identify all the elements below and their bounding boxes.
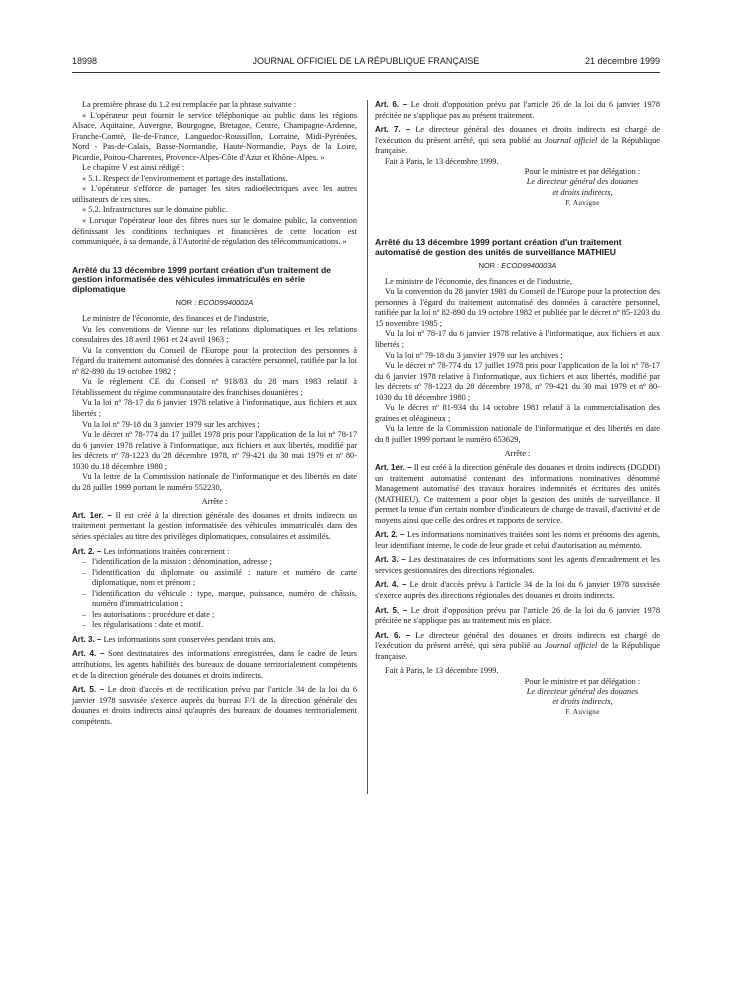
visa: Vu le règlement CE du Conseil nº 918/83 du 28 mars 1983 relatif à l'établissement du régime communautaire des franchises douanières ; [72,377,357,397]
visa: Vu la loi nº 78-17 du 6 janvier 1978 relative à l'informatique, aux fichiers et aux libertés ; [72,398,357,418]
nor-reference [375,260,660,271]
article [375,100,660,121]
article-label: Art. 3. – [375,555,406,565]
nor-reference [72,297,357,308]
visa: Vu la loi nº 79-18 du 3 janvier 1979 sur les archives ; [385,350,563,360]
signature-block [375,167,660,208]
column-divider [367,100,368,794]
arrete-title: Arrêté du 13 décembre 1999 portant création d'un traitement de gestion informatisée des véhicules immatriculés en série diplomatique [72,264,331,295]
article-text: de la République française. [375,641,660,661]
visa: Vu le décret nº 78-774 du 17 juillet 1978 pris pour l'application de la loi nº 78-17 du 6 janvier 1978 relative à l'informatique, aux fichiers et aux libertés, modifié par les décrets nº 78-1223 du 28 décembre 1978, nº 79-421 du 30 mai 1979 et nº 80-1030 du 18 décembre 1980 ; [375,361,660,402]
paragraph: La première phrase du 1.2 est remplacée par la phrase suivante : [82,100,297,109]
list-item: – l'identification du diplomate ou assimilé : nature et numéro de carte diplomatique, nom et prénom ; [82,568,357,589]
signature-line: Pour le ministre et par délégation : [524,676,641,686]
fait-line: Fait à Paris, le 13 décembre 1999. [385,666,499,676]
paragraph: « Lorsque l'opérateur loue des fibres nues sur le domaine public, la convention définissant les conditions techniques et financières de cette location est communiquée, à sa demande, à l'Autorité de régulation des télécommunications. » [72,216,357,247]
signatory-name: F. Auvigne [565,708,600,717]
issue-date: 21 décembre 1999 [584,56,660,66]
arrete-heading: Arrête : [504,449,531,459]
visa: Vu la convention du 28 janvier 1981 du Conseil de l'Europe pour la protection des personnes à l'égard du traitement automatisé des données à caractère personnel, ratifiée par la loi nº 82-890 du 19 octobre 1982 et publiée par le décret nº 85-1203 du 15 novembre 1985 ; [375,287,660,328]
page-header [72,56,660,70]
visa: Vu le décret nº 78-774 du 17 juillet 1978 pris pour l'application de la loi nº 78-17 du 6 janvier 1978 relative à l'informatique, aux fichiers et aux libertés, modifié par les décrets nº 78-1223 du 28 décembre 1978, nº 79-421 du 30 mai 1979 et nº 80-1030 du 18 décembre 1980 ; [72,430,357,471]
arrete-title: Arrêté du 13 décembre 1999 portant création d'un traitement automatisé de gestion des unités de surveillance MATHIEU [375,237,622,257]
article [375,463,660,526]
visa: Vu la loi nº 78-17 du 6 janvier 1978 relative à l'informatique, aux fichiers et aux libertés ; [375,329,660,349]
journal-name: Journal officiel [544,135,598,145]
journal-title: JOURNAL OFFICIEL DE LA RÉPUBLIQUE FRANÇAISE [252,56,480,66]
signature-line: Le directeur général des douanes [526,687,639,697]
article-text: Le directeur général des douanes et droits indirects est chargé de l'exécution du présent arrêté, qui sera publié au [375,630,660,651]
nor-label: NOR : [175,298,197,308]
article-label: Art. 4. – [375,580,407,590]
article-text: Les informations nominatives traitées sont les noms et prénoms des agents, leur identifiant interne, le code de leur grade et celui d'autorisation au mémento. [375,530,661,550]
list-item: – les régularisations : date et motif. [82,620,357,631]
article [375,606,660,627]
paragraph: Le chapitre V est ainsi rédigé : [82,163,185,173]
article-label: Art. 3. – [72,634,102,644]
list-item: – les autorisations : procédure et date ; [82,610,357,621]
signature-line: Pour le ministre et par délégation : [524,167,641,177]
signature-line: et droits indirects, [552,697,613,707]
visa: Vu le décret nº 81-934 du 14 octobre 1981 relatif à la commercialisation des graines et oléagineux ; [375,403,660,423]
visa: Le ministre de l'économie, des finances et de l'industrie, [82,314,269,324]
article-text: Il est créé à la direction générale des douanes et droits indirects un traitement permettant la gestion informatisée des véhicules immatriculés dans des séries spéciales au titre des privilèges diplomatiques, consulaires et assimilés. [72,510,357,541]
paragraph: « 5.1. Respect de l'environnement et partage des installations. [82,173,288,183]
article-label: Art. 6. – [375,100,408,109]
article [72,685,357,727]
article-text: Le droit d'accès et de rectification prévu par l'article 34 de la loi du 6 janvier 1978 susvisée s'exerce auprès du bureau F/1 de la direction générale des douanes et droits indirects ainsi qu'auprès des bureaux de douanes territorialement compétents. [72,685,357,726]
left-column [72,100,357,727]
article-label: Art. 7. – [375,125,411,135]
article-label: Art. 5. – [72,685,105,695]
header-rule [72,72,660,73]
journal-name: Journal officiel [544,641,598,651]
article-list [72,557,357,631]
article-text: Sont destinataires des informations enregistrées, dans le cadre de leurs attributions, les agents habilités des bureaux de douane territorialement compétents et de la direction générale des douanes et droits indirects. [72,649,357,680]
article-text: de la République française. [375,135,660,156]
article [375,530,660,551]
list-item: – l'identification du véhicule : type, marque, puissance, numéro de châssis, numéro d'immatriculation ; [82,589,357,610]
article-text: Le droit d'opposition prévu par l'article 26 de la loi du 6 janvier 1978 précitée ne s'applique pas au traitement mis en place. [375,605,660,626]
right-column [375,100,660,718]
signatory-name: F. Auvigne [565,198,600,207]
article [72,635,357,646]
fait-line: Fait à Paris, le 13 décembre 1999. [385,156,499,166]
visa: Vu les conventions de Vienne sur les relations diplomatiques et les relations consulaires des 18 avril 1961 et 24 avril 1963 ; [72,324,357,345]
article-text: Le droit d'opposition prévu par l'article 26 de la loi du 6 janvier 1978 précitée ne s'applique pas au présent traitement. [375,100,660,120]
article-text: Le directeur général des douanes et droits indirects est chargé de l'exécution du présent arrêté, qui sera publié au [375,125,660,145]
visa: Vu la lettre de la Commission nationale de l'informatique et des libertés en date du 28 juillet 1999 portant le numéro 552230, [72,472,357,492]
article [375,580,660,601]
article-label: Art. 2. – [375,530,405,540]
nor-label: NOR : [478,260,500,270]
signature-line: Le directeur général des douanes [526,177,639,187]
article-text: Il est créé à la direction générale des douanes et droits indirects (DGDDI) un traitement automatisé contenant des informations nominatives dénommé Management automatisé des travaux horaires indemnités et écritures des unités (MATHIEU). Ce traitement a pour objet la gestion des unités de surveillance. Il permet la tenue d'un certain nombre d'indicateurs de charge de travail, d'activité et de moyens ainsi que celle des ordres et rapports de service. [375,462,660,525]
paragraph: « L'opérateur s'efforce de partager les sites radioélectriques avec les autres utilisateurs de ces sites. [72,184,357,204]
nor-code: ECOD9940003A [501,260,557,270]
article-label: Art. 2. – [72,546,102,556]
signature-line: et droits indirects, [552,187,613,197]
visa: Vu la lettre de la Commission nationale de l'informatique et des libertés en date du 8 juillet 1999 portant le numéro 653629, [375,424,660,444]
paragraph: « 5.2. Infrastructures sur le domaine public. [82,205,228,215]
article-text: Le droit d'accès prévu à l'article 34 de la loi du 6 janvier 1978 susvisée s'exerce auprès des directions régionales des douanes et droits indirects. [375,580,661,600]
visa: Le ministre de l'économie, des finances et de l'industrie, [385,276,572,286]
article [375,555,660,576]
article-text: Les informations sont conservées pendant trois ans. [103,634,276,644]
nor-code: ECOD9940002A [198,298,254,308]
article-label: Art. 1er. – [72,510,112,520]
article [375,631,660,663]
visa: Vu la loi nº 79-18 du 3 janvier 1979 sur les archives ; [82,419,260,429]
list-item: – l'identification de la mission : dénomination, adresse ; [82,557,357,568]
article-text: Les destinataires de ces informations sont les agents d'encadrement et les services gestionnaires des directions régionales. [375,555,661,575]
article-text: Les informations traitées concernent : [103,546,230,556]
article [72,511,357,543]
article [72,649,357,681]
arrete-heading: Arrête : [201,497,228,507]
article-label: Art. 4. – [72,649,105,659]
visa: Vu la convention du Conseil de l'Europe pour la protection des personnes à l'égard du traitement automatisé des données à caractère personnel, ratifiée par la loi nº 82-890 du 19 octobre 1982 ; [72,345,357,376]
article-label: Art. 5. – [375,605,408,615]
signature-block [375,677,660,718]
article [72,547,357,558]
article-label: Art. 1er. – [375,462,412,472]
article-label: Art. 6. – [375,630,411,640]
article [375,125,660,157]
paragraph: « L'opérateur peut fournir le service téléphonique au public dans les régions Alsace, Aquitaine, Auvergne, Bourgogne, Bretagne, Centre, Champagne-Ardenne, Franche-Comté, Ile-de-France, Languedoc-Roussillon, Lorraine, Midi-Pyrénées, Nord - Pas-de-Calais, Basse-Normandie, Haute-Normandie, Pays de la Loire, Picardie, Poitou-Charentes, Provence-Alpes-Côte d'Azur et Rhône-Alpes. » [72,110,357,162]
page-number: 18998 [72,56,98,66]
